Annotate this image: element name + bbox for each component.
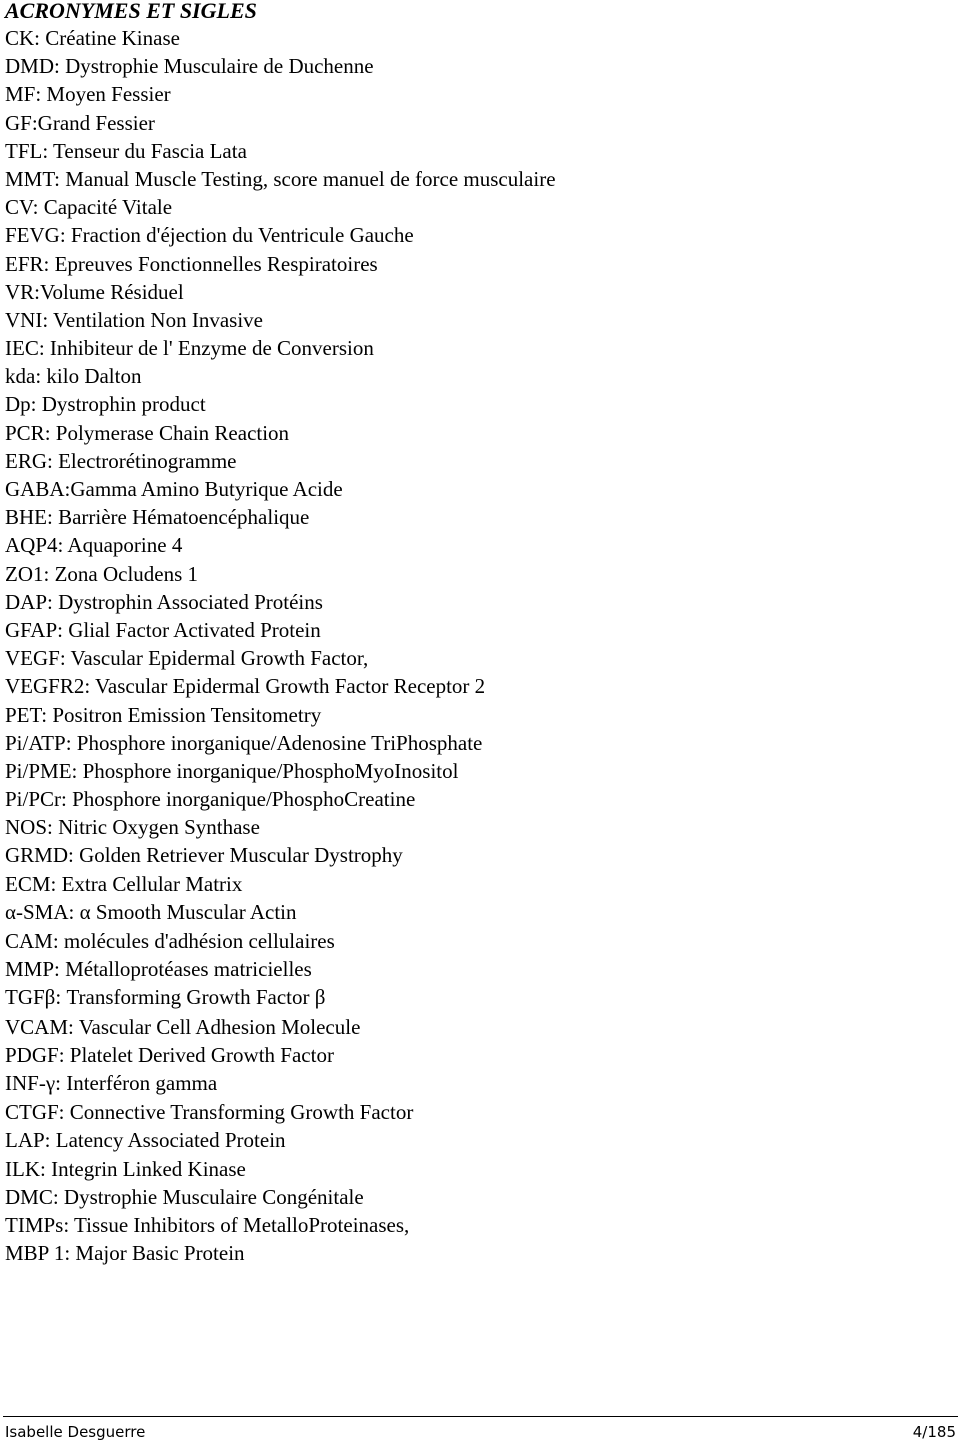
- acronym-item: kda: kilo Dalton: [5, 364, 142, 389]
- acronym-item: CV: Capacité Vitale: [5, 195, 173, 220]
- footer-divider: [3, 1416, 958, 1417]
- acronym-item: TFL: Tenseur du Fascia Lata: [5, 138, 247, 163]
- acronym-item: Dp: Dystrophin product: [5, 392, 206, 417]
- acronym-item: GABA:Gamma Amino Butyrique Acide: [5, 477, 343, 501]
- page-number: 4/185: [912, 1423, 956, 1441]
- acronym-item: GFAP: Glial Factor Activated Protein: [5, 617, 321, 642]
- acronym-item: DMC: Dystrophie Musculaire Congénitale: [5, 1184, 364, 1209]
- acronym-item: PDGF: Platelet Derived Growth Factor: [5, 1042, 334, 1067]
- acronym-item: CTGF: Connective Transforming Growth Factor: [5, 1100, 414, 1125]
- acronym-item: ZO1: Zona Ocludens 1: [5, 561, 199, 586]
- acronym-item: VCAM: Vascular Cell Adhesion Molecule: [5, 1014, 361, 1039]
- acronym-item: LAP: Latency Associated Protein: [5, 1128, 286, 1153]
- acronym-item: MMT: Manual Muscle Testing, score manuel de force musculaire: [5, 166, 556, 191]
- acronym-item: TGFβ: Transforming Growth Factor β: [5, 985, 326, 1010]
- acronym-item: EFR: Epreuves Fonctionnelles Respiratoires: [5, 251, 378, 276]
- acronym-item: VR:Volume Résiduel: [5, 279, 184, 304]
- acronym-item: NOS: Nitric Oxygen Synthase: [5, 815, 260, 840]
- acronym-item: ERG: Electrorétinogramme: [5, 448, 237, 473]
- footer-author: Isabelle Desguerre: [5, 1423, 146, 1441]
- acronym-item: PET: Positron Emission Tensitometry: [5, 702, 322, 727]
- acronym-item: VEGF: Vascular Epidermal Growth Factor,: [5, 646, 369, 671]
- acronym-list: [5, 24, 556, 1267]
- page-title: ACRONYMES ET SIGLES: [5, 0, 257, 23]
- acronym-item: AQP4: Aquaporine 4: [5, 533, 183, 558]
- acronym-item: Pi/PCr: Phosphore inorganique/PhosphoCreatine: [5, 787, 416, 812]
- acronym-item: GRMD: Golden Retriever Muscular Dystrophy: [5, 843, 403, 868]
- acronym-item: CK: Créatine Kinase: [5, 26, 180, 50]
- acronym-item: MBP 1: Major Basic Protein: [5, 1241, 245, 1266]
- acronym-item: GF:Grand Fessier: [5, 110, 155, 135]
- acronym-item: MMP: Métalloprotéases matricielles: [5, 957, 312, 982]
- acronym-item: DMD: Dystrophie Musculaire de Duchenne: [5, 54, 374, 79]
- acronym-item: Pi/PME: Phosphore inorganique/PhosphoMyoInositol: [5, 758, 459, 783]
- acronym-item: FEVG: Fraction d'éjection du Ventricule Gauche: [5, 223, 414, 248]
- acronym-item: VNI: Ventilation Non Invasive: [5, 307, 263, 332]
- acronym-item: INF-γ: Interféron gamma: [5, 1070, 218, 1095]
- acronym-item: MF: Moyen Fessier: [5, 82, 171, 107]
- acronym-item: ILK: Integrin Linked Kinase: [5, 1156, 246, 1181]
- acronym-item: ECM: Extra Cellular Matrix: [5, 871, 243, 896]
- acronym-item: VEGFR2: Vascular Epidermal Growth Factor Receptor 2: [5, 674, 486, 699]
- acronym-item: α-SMA: α Smooth Muscular Actin: [5, 899, 297, 924]
- acronym-item: DAP: Dystrophin Associated Protéins: [5, 589, 323, 614]
- acronym-item: TIMPs: Tissue Inhibitors of MetalloProteinases,: [5, 1212, 410, 1237]
- acronym-item: IEC: Inhibiteur de l' Enzyme de Conversion: [5, 336, 374, 361]
- acronym-item: BHE: Barrière Hématoencéphalique: [5, 505, 310, 530]
- acronym-item: PCR: Polymerase Chain Reaction: [5, 420, 290, 445]
- page-footer: [3, 1416, 958, 1446]
- acronym-item: CAM: molécules d'adhésion cellulaires: [5, 929, 335, 953]
- acronym-item: Pi/ATP: Phosphore inorganique/Adenosine TriPhosphate: [5, 730, 483, 755]
